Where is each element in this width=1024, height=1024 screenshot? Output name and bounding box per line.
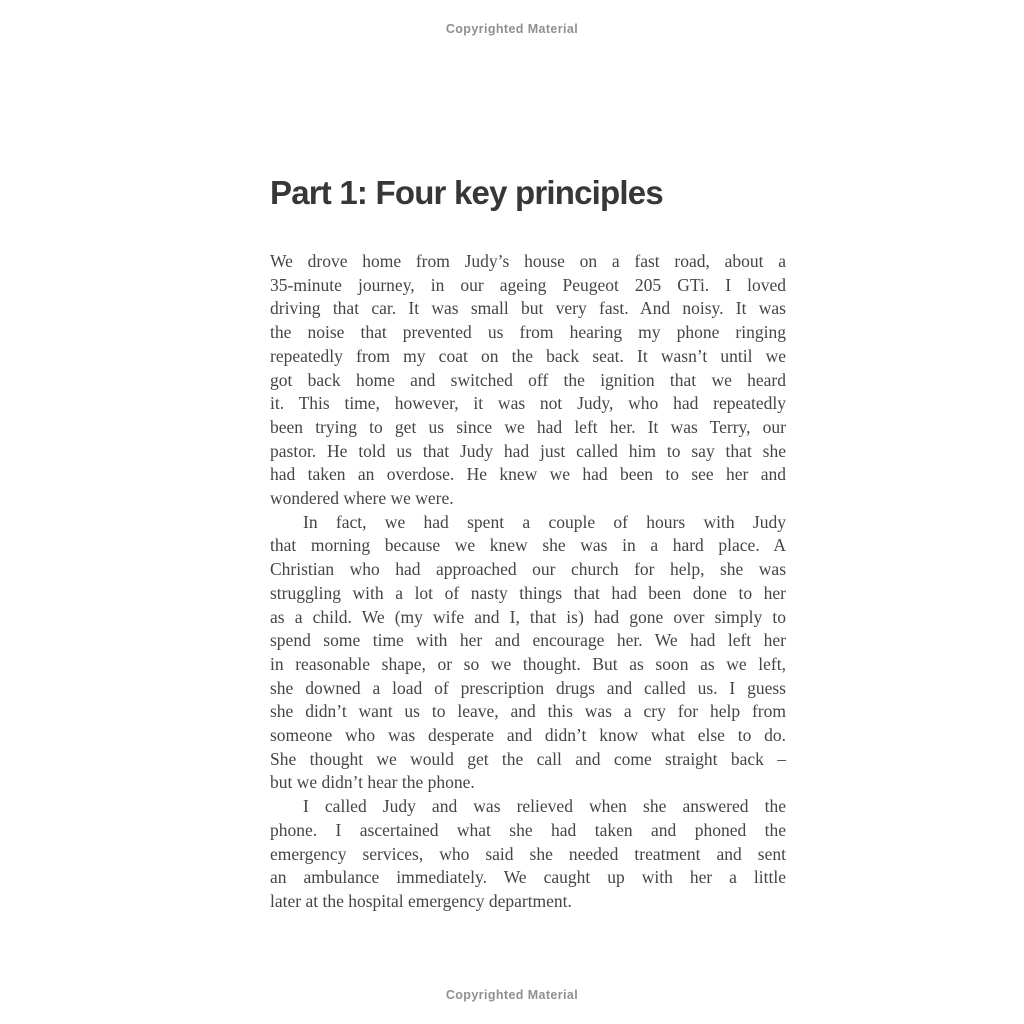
- watermark-bottom: Copyrighted Material: [445, 988, 579, 1002]
- text-line: had taken an overdose. He knew we had been to see her and: [270, 464, 786, 485]
- text-line: she didn’t want us to leave, and this was a cry for help from: [270, 701, 786, 722]
- text-line: someone who was desperate and didn’t know what else to do.: [270, 725, 786, 746]
- text-line: the noise that prevented us from hearing my phone ringing: [270, 322, 786, 343]
- text-line: 35-minute journey, in our ageing Peugeot 205 GTi. I loved: [270, 274, 786, 295]
- text-line: phone. I ascertained what she had taken and phoned the: [270, 819, 786, 840]
- watermark-top: Copyrighted Material: [445, 22, 579, 36]
- text-line: got back home and switched off the ignition that we heard: [270, 369, 786, 390]
- text-line: later at the hospital emergency department.: [270, 890, 572, 911]
- text-line: an ambulance immediately. We caught up with her a little: [270, 867, 786, 888]
- paragraph: [270, 250, 786, 511]
- body-text: [270, 250, 786, 914]
- text-line: She thought we would get the call and come straight back –: [270, 748, 786, 769]
- text-line: it. This time, however, it was not Judy, who had repeatedly: [270, 393, 786, 414]
- text-line: as a child. We (my wife and I, that is) had gone over simply to: [270, 606, 786, 627]
- paragraph: [270, 511, 786, 795]
- text-line: wondered where we were.: [270, 488, 454, 509]
- text-line: repeatedly from my coat on the back seat. It wasn’t until we: [270, 345, 786, 366]
- text-line: Christian who had approached our church for help, she was: [270, 559, 786, 580]
- text-line: but we didn’t hear the phone.: [270, 772, 475, 793]
- text-line: she downed a load of prescription drugs and called us. I guess: [270, 677, 786, 698]
- text-line: been trying to get us since we had left her. It was Terry, our: [270, 416, 786, 437]
- text-line: In fact, we had spent a couple of hours with Judy: [303, 511, 786, 532]
- text-line: We drove home from Judy’s house on a fast road, about a: [270, 251, 786, 271]
- page-title: Part 1: Four key principles: [270, 174, 663, 212]
- text-line: that morning because we knew she was in a hard place. A: [270, 535, 786, 556]
- text-line: spend some time with her and encourage her. We had left her: [270, 630, 786, 651]
- text-line: struggling with a lot of nasty things that had been done to her: [270, 582, 786, 603]
- text-line: emergency services, who said she needed treatment and sent: [270, 843, 786, 864]
- paragraph: [270, 795, 786, 914]
- text-line: pastor. He told us that Judy had just called him to say that she: [270, 440, 786, 461]
- text-line: in reasonable shape, or so we thought. But as soon as we left,: [270, 653, 786, 674]
- text-line: I called Judy and was relieved when she answered the: [303, 796, 786, 817]
- text-line: driving that car. It was small but very fast. And noisy. It was: [270, 298, 786, 319]
